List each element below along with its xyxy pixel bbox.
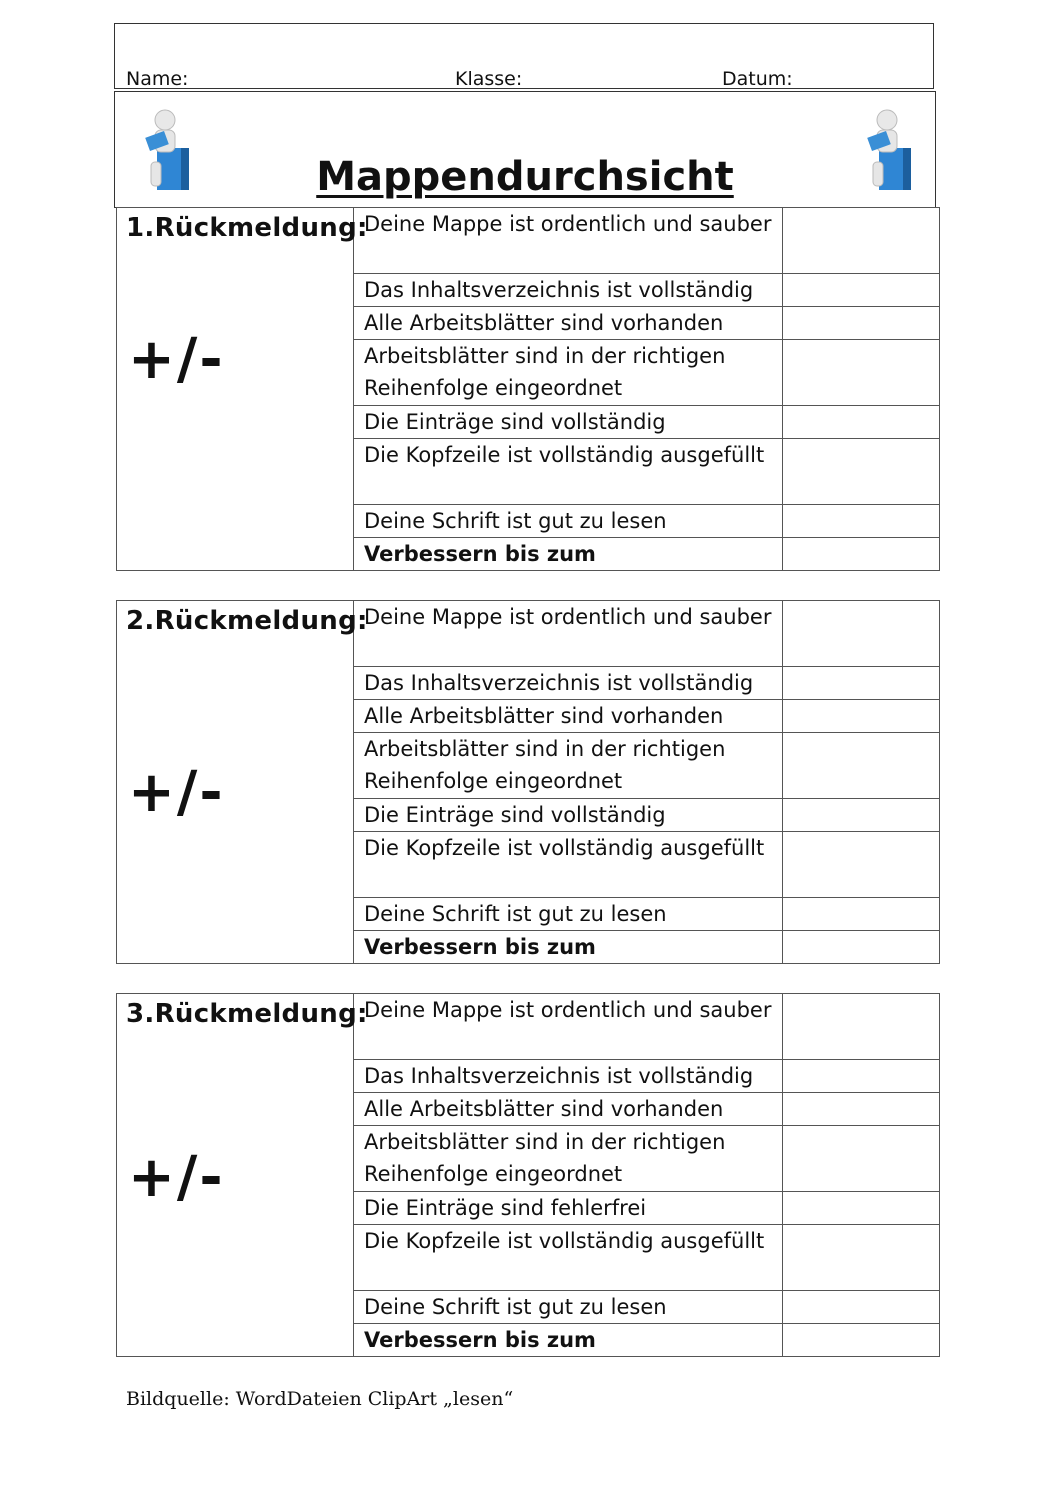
check-cell[interactable] [783, 700, 940, 733]
class-label: Klasse: [455, 68, 523, 90]
check-cell[interactable] [783, 208, 940, 274]
title-box [114, 91, 936, 208]
check-cell[interactable] [783, 733, 940, 799]
criterion: Das Inhaltsverzeichnis ist vollständig [354, 274, 783, 307]
criterion: Die Einträge sind vollständig [354, 799, 783, 832]
name-label: Name: [126, 68, 189, 90]
check-cell[interactable] [783, 406, 940, 439]
check-cell[interactable] [783, 274, 940, 307]
criterion: Deine Mappe ist ordentlich und sauber [354, 601, 783, 667]
check-cell[interactable] [783, 1126, 940, 1192]
check-cell[interactable] [783, 340, 940, 406]
criterion: Deine Schrift ist gut zu lesen [354, 1291, 783, 1324]
rating-symbol: +/- [128, 1145, 225, 1210]
check-cell[interactable] [783, 832, 940, 898]
feedback-table-3 [116, 993, 940, 1357]
check-cell[interactable] [783, 994, 940, 1060]
criterion: Deine Schrift ist gut zu lesen [354, 898, 783, 931]
check-cell[interactable] [783, 1225, 940, 1291]
criterion: Arbeitsblätter sind in der richtigen Reihenfolge eingeordnet [354, 1126, 783, 1192]
check-cell[interactable] [783, 1093, 940, 1126]
feedback-label-cell [117, 601, 368, 964]
criterion-deadline: Verbessern bis zum [354, 1324, 783, 1357]
check-cell[interactable] [783, 898, 940, 931]
feedback-heading: 3.Rückmeldung: [126, 999, 368, 1029]
criterion: Arbeitsblätter sind in der richtigen Reihenfolge eingeordnet [354, 340, 783, 406]
check-cell[interactable] [783, 307, 940, 340]
check-cell[interactable] [783, 1324, 940, 1357]
feedback-label-cell [117, 208, 368, 571]
check-cell[interactable] [783, 505, 940, 538]
criterion: Alle Arbeitsblätter sind vorhanden [354, 307, 783, 340]
criterion: Das Inhaltsverzeichnis ist vollständig [354, 1060, 783, 1093]
criterion: Die Kopfzeile ist vollständig ausgefüllt [354, 832, 783, 898]
check-cell[interactable] [783, 601, 940, 667]
check-cell[interactable] [783, 667, 940, 700]
criterion: Die Kopfzeile ist vollständig ausgefüllt [354, 439, 783, 505]
criterion: Die Kopfzeile ist vollständig ausgefüllt [354, 1225, 783, 1291]
criterion: Die Einträge sind fehlerfrei [354, 1192, 783, 1225]
page-title: Mappendurchsicht [316, 154, 734, 200]
check-cell[interactable] [783, 799, 940, 832]
header-box [114, 23, 934, 89]
feedback-heading: 1.Rückmeldung: [126, 213, 368, 243]
criterion: Arbeitsblätter sind in der richtigen Reihenfolge eingeordnet [354, 733, 783, 799]
criterion: Deine Schrift ist gut zu lesen [354, 505, 783, 538]
rating-symbol: +/- [128, 327, 225, 392]
criterion: Deine Mappe ist ordentlich und sauber [354, 208, 783, 274]
check-cell[interactable] [783, 1060, 940, 1093]
criterion-deadline: Verbessern bis zum [354, 931, 783, 964]
check-cell[interactable] [783, 931, 940, 964]
image-credit: Bildquelle: WordDateien ClipArt „lesen“ [126, 1388, 514, 1410]
feedback-heading: 2.Rückmeldung: [126, 606, 368, 636]
criterion: Das Inhaltsverzeichnis ist vollständig [354, 667, 783, 700]
feedback-label-cell [117, 994, 368, 1357]
rating-symbol: +/- [128, 760, 225, 825]
criterion: Deine Mappe ist ordentlich und sauber [354, 994, 783, 1060]
feedback-table-1 [116, 207, 940, 571]
criterion: Die Einträge sind vollständig [354, 406, 783, 439]
criterion: Alle Arbeitsblätter sind vorhanden [354, 1093, 783, 1126]
criterion: Alle Arbeitsblätter sind vorhanden [354, 700, 783, 733]
feedback-table-2 [116, 600, 940, 964]
check-cell[interactable] [783, 1291, 940, 1324]
criterion-deadline: Verbessern bis zum [354, 538, 783, 571]
check-cell[interactable] [783, 439, 940, 505]
date-label: Datum: [722, 68, 793, 90]
check-cell[interactable] [783, 538, 940, 571]
check-cell[interactable] [783, 1192, 940, 1225]
